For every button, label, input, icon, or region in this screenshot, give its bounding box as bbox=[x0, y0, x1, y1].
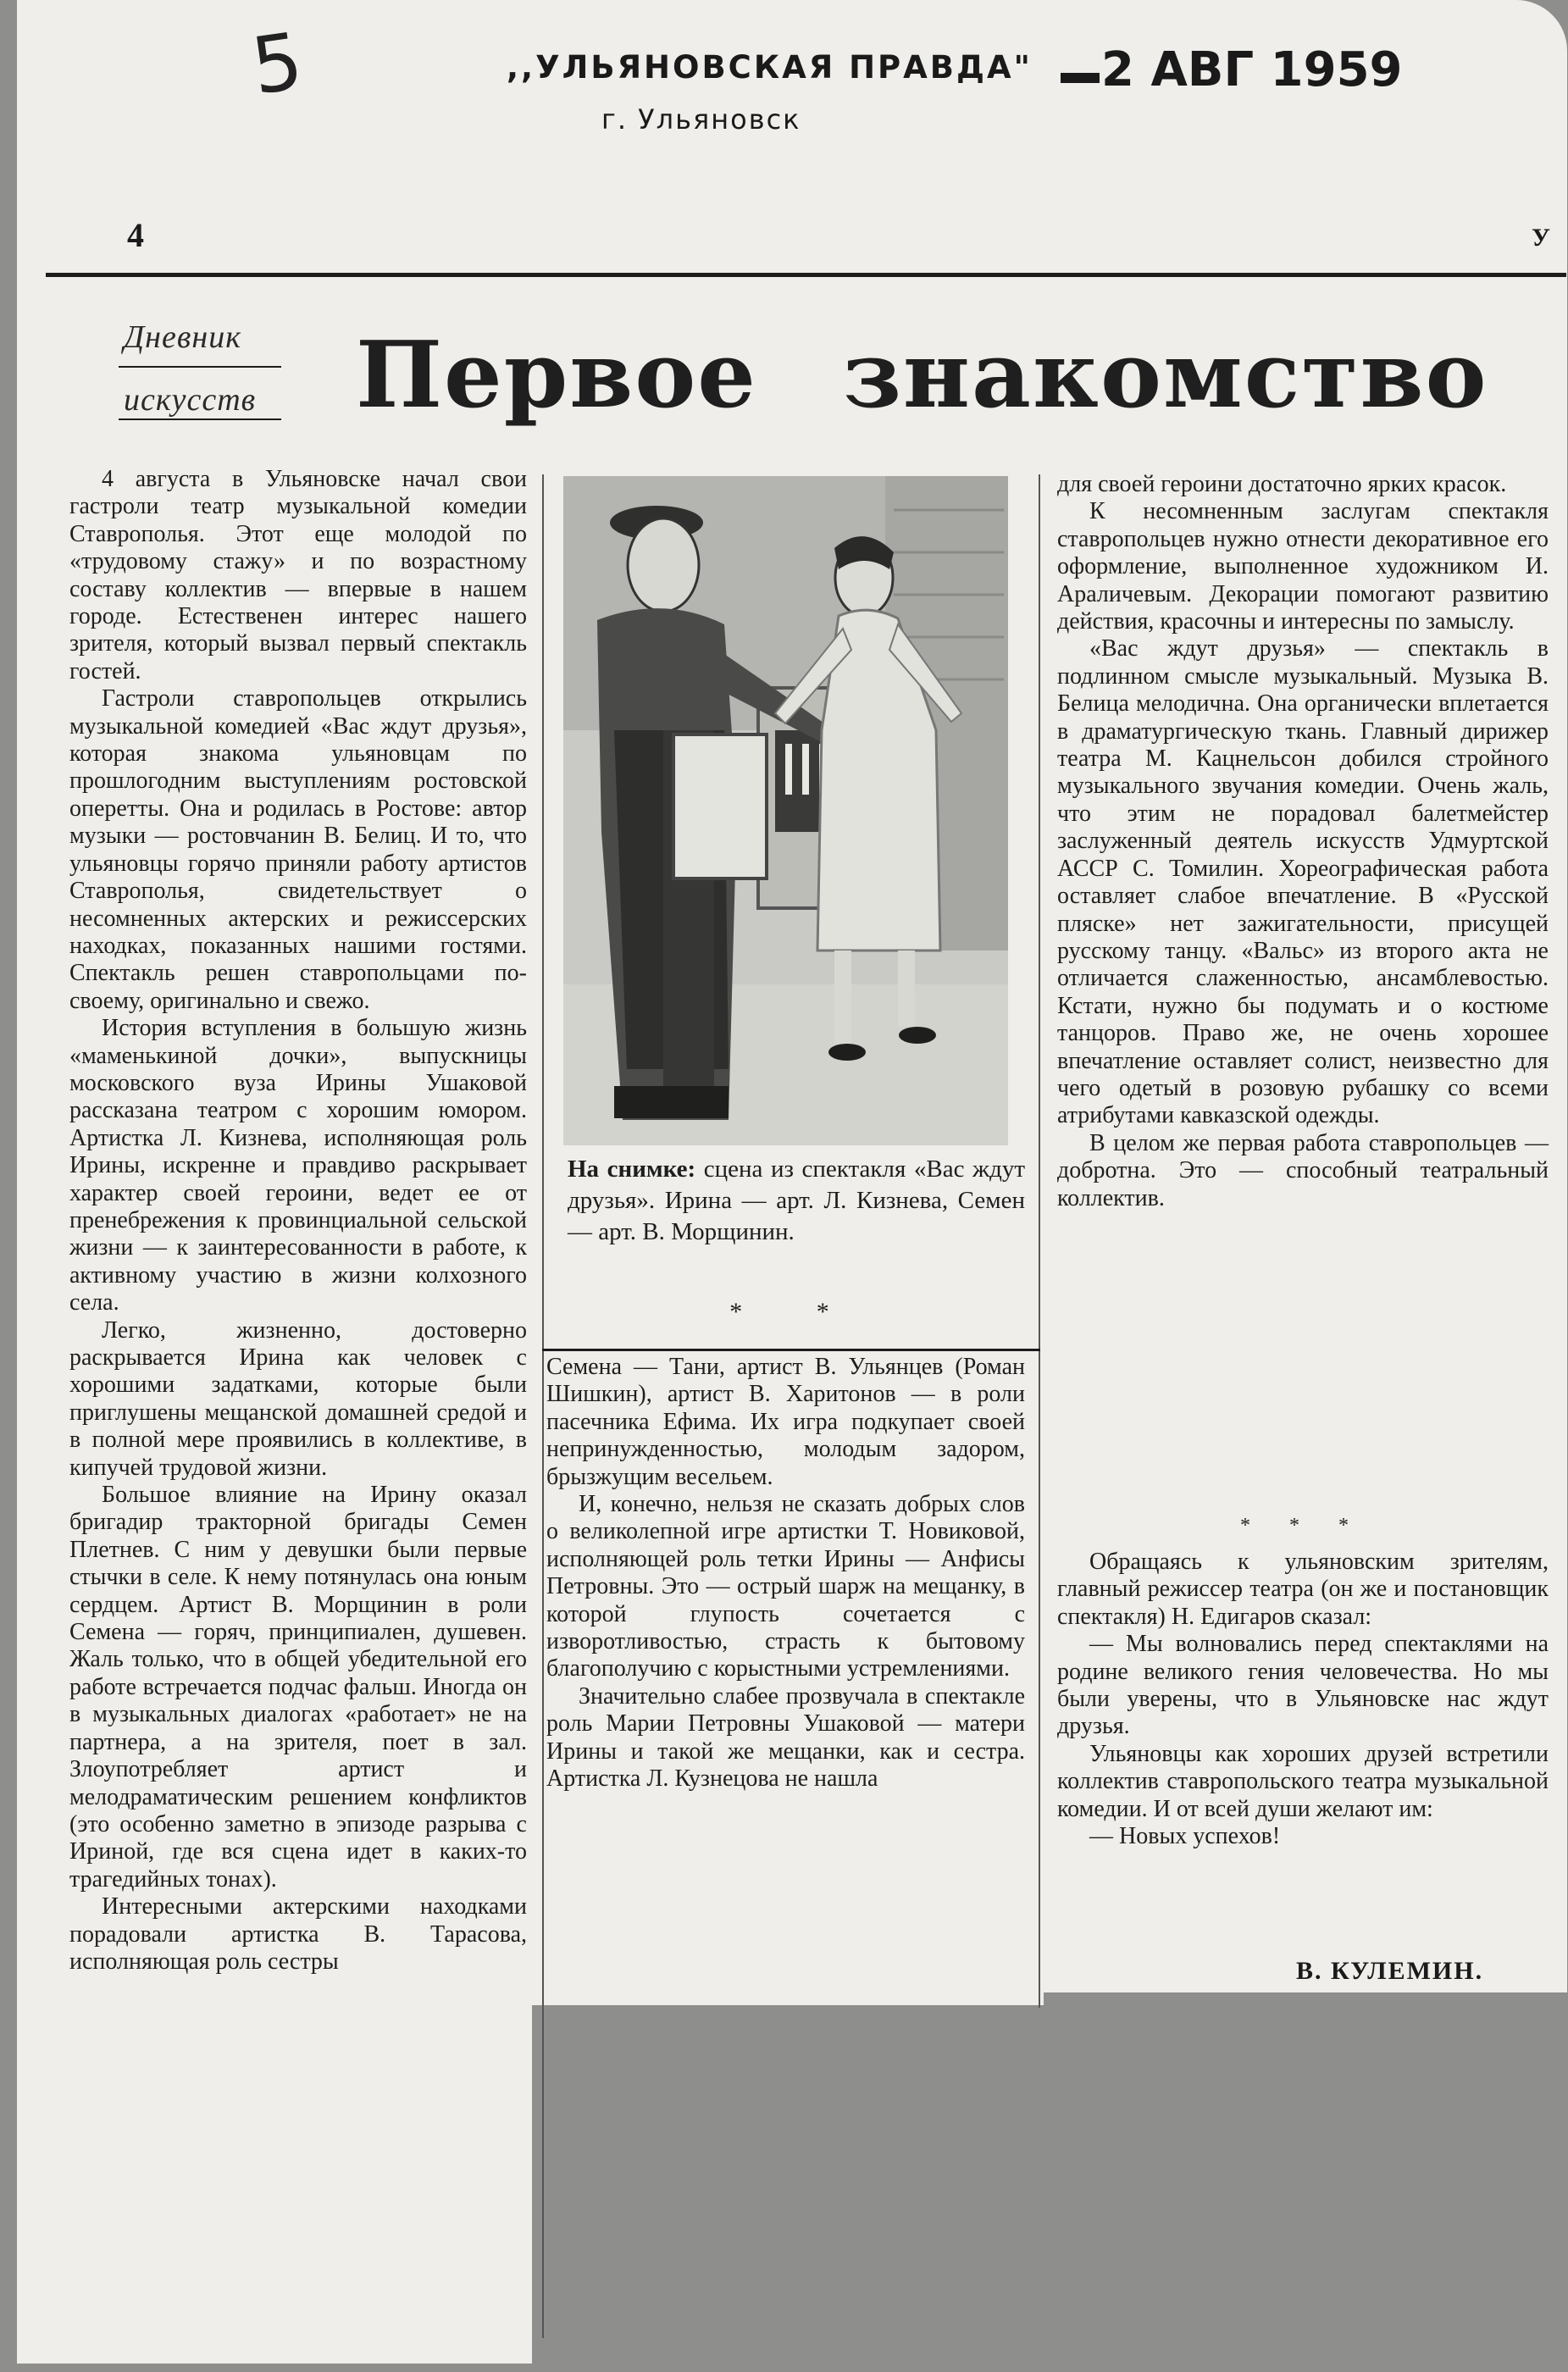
article-column-1 bbox=[69, 466, 527, 1976]
rubric-rule-2 bbox=[119, 418, 281, 420]
caption-text: сцена из спектакля «Вас ждут друзья». Ирина — арт. Л. Кизнева, Семен — арт. В. Морщинин. bbox=[568, 1156, 1025, 1245]
date-stamp: 2 АВГ 1959 bbox=[1101, 42, 1403, 97]
column-rule-left bbox=[542, 474, 544, 2338]
col2-paragraph: И, конечно, нельзя не сказать добрых слов о великолепной игре артистки Т. Новиковой, исполняющей роль тетки Ирины — Анфисы Петровны. Это — острый шарж на мещанку, в которой глупость сочетается с изворотливостью, страсть к бытовому благополучию с корыстными устремлениями. bbox=[546, 1491, 1025, 1682]
article-title-word-2: знакомство bbox=[843, 322, 1488, 429]
col3-paragraph: В целом же первая работа ставропольцев — добротна. Это — способный театральный коллектив. bbox=[1057, 1129, 1549, 1211]
article-column-2 bbox=[546, 1354, 1025, 1793]
page-number: 4 bbox=[127, 216, 144, 254]
handwritten-mark: 5 bbox=[246, 15, 308, 113]
col3-paragraph: Обращаясь к ульяновским зрителям, главный режиссер театра (он же и постановщик спектакля) Н. Едигаров сказал: bbox=[1057, 1549, 1549, 1630]
article-column-3-closing bbox=[1057, 1549, 1549, 1850]
right-separator-stars: * * * bbox=[1240, 1515, 1366, 1537]
column-rule-right bbox=[1039, 474, 1040, 2008]
masthead: ,,УЛЬЯНОВСКАЯ ПРАВДА" bbox=[507, 49, 1033, 86]
col1-paragraph: 4 августа в Ульяновске начал свои гастроли театр музыкальной комедии Ставрополья. Этот еще молодой по «трудовому стажу» и по возрастному составу коллектив — впервые в нашем городе. Естественен интерес нашего зрителя, который вызвал первый спектакль гостей. bbox=[69, 466, 527, 684]
col1-paragraph: Интересными актерскими находками порадовали артистка В. Тарасова, исполняющая роль сестры bbox=[69, 1893, 527, 1975]
article-title-word-1: Первое bbox=[356, 322, 758, 429]
col3-paragraph: для своей героини достаточно ярких красок. bbox=[1057, 471, 1507, 497]
page-corner-letter: У bbox=[1532, 224, 1551, 252]
city-line: г. Ульяновск bbox=[601, 103, 801, 136]
stage-scene-photo bbox=[563, 476, 1008, 1145]
col2-paragraph: Значительно слабее прозвучала в спектакле роль Марии Петровны Ушаковой — матери Ирины и такой же мещанки, как и сестра. Артистка Л. Кузнецова не нашла bbox=[546, 1682, 1025, 1793]
rubric-line-2: искусств bbox=[124, 382, 257, 418]
stage-scene-illustration bbox=[563, 476, 1008, 1145]
col3-paragraph: «Вас ждут друзья» — спектакль в подлинном смысле музыкальный. Музыка В. Белица мелодична. Она органически вплетается в драматургическую ткань. Главный дирижер театра М. Кацнельсон добился стройного музыкального звучания комедии. Очень жаль, что этим не порадовал балетмейстер заслуженный деятель искусств Удмуртской АССР С. Томилин. Хореографическая работа оставляет слабое впечатление. В «Русской пляске» нет зажигательности, присущей русскому танцу. «Вальс» из второго акта не отличается слаженностью, ансамблевостью. Кстати, нужно бы подумать и о костюме танцоров. Право же, не очень хорошее впечатление оставляет солист, неизвестно для чего одетый в розовую рубашку со всеми атрибутами кавказской одежды. bbox=[1057, 635, 1549, 1129]
caption-lead: На снимке: bbox=[568, 1156, 696, 1183]
col1-paragraph: Легко, жизненно, достоверно раскрывается Ирина как человек с хорошими задатками, которые были приглушены мещанской домашней средой и в полной мере проявились в коллективе, в кипучей трудовой жизни. bbox=[69, 1316, 527, 1481]
col3-paragraph: — Мы волновались перед спектаклями на родине великого гения человечества. Но мы были уверены, что в Ульяновске нас ждут друзья. bbox=[1057, 1631, 1549, 1740]
middle-separator-stars: * * bbox=[729, 1298, 863, 1326]
col1-paragraph: Гастроли ставропольцев открылись музыкальной комедией «Вас ждут друзья», которая знакома ульяновцам по прошлогодним выступлениям ростовской оперетты. Она и родилась в Ростове: автор музыки — ростовчанин В. Белиц. И то, что ульяновцы горячо приняли работу артистов Ставрополья, свидетельствует о несомненных актерских и режиссерских находках, показанных нашими гостями. Спектакль решен ставропольцами по-своему, оригинально и свежо. bbox=[69, 685, 527, 1014]
article-column-3 bbox=[1057, 471, 1549, 1212]
col3-paragraph: — Новых успехов! bbox=[1089, 1823, 1281, 1850]
article-author: В. КУЛЕМИН. bbox=[1296, 1957, 1484, 1985]
middle-column-top-rule bbox=[542, 1349, 1040, 1351]
rubric-rule-1 bbox=[119, 366, 281, 368]
col1-paragraph: История вступления в большую жизнь «маменькиной дочки», выпускницы московского вуза Ирины Ушаковой рассказана театром с хорошим юмором. Артистка Л. Кизнева, исполняющая роль Ирины, искренне и правдиво раскрывает характер своей героини, ведет ее от пренебрежения к провинциальной сельской жизни — к заинтересованности в работе, к активному участию в жизни колхозного села. bbox=[69, 1015, 527, 1316]
col2-paragraph: Семена — Тани, артист В. Ульянцев (Роман Шишкин), артист В. Харитонов — в роли пасечника Ефима. Их игра подкупает своей непринужденностью, молодым задором, брызжущим весельем. bbox=[546, 1354, 1025, 1490]
col3-paragraph: К несомненным заслугам спектакля ставропольцев нужно отнести декоративное его оформление, выполненное художником И. Араличевым. Декорации помогают развитию действия, красочны и интересны по замыслу. bbox=[1057, 498, 1549, 635]
rubric-line-1: Дневник bbox=[124, 319, 242, 355]
col3-paragraph: Ульяновцы как хороших друзей встретили коллектив ставропольского театра музыкальной комедии. И от всей души желают им: bbox=[1057, 1740, 1549, 1822]
date-stamp-dash bbox=[1061, 73, 1100, 83]
col1-paragraph: Большое влияние на Ирину оказал бригадир тракторной бригады Семен Плетнев. С ним у девушки были первые стычки в селе. К нему потянулась она юным сердцем. Артист В. Морщинин в роли Семена — горяч, принципиален, душевен. Жаль только, что в общей убедительной его работе встречается подчас фальш. Иногда он в музыкальных диалогах «работает» не на партнера, а на зрителя, поет в зал. Злоупотребляет артист и мелодраматическим решением конфликтов (это особенно заметно в эпизоде разрыва с Ириной, где вся сцена идет в каких-то трагедийных тонах). bbox=[69, 1482, 527, 1893]
header-rule bbox=[46, 273, 1566, 277]
photo-caption bbox=[568, 1154, 1025, 1248]
